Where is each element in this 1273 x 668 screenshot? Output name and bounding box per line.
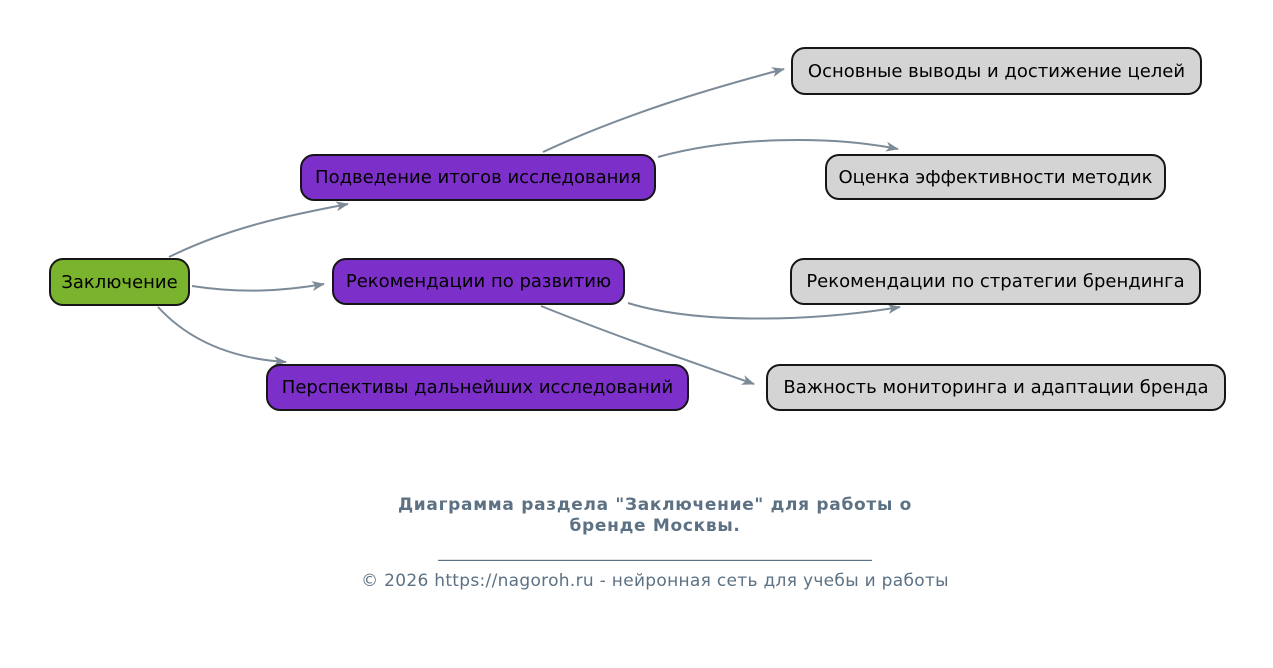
arrow-root-to-summary xyxy=(169,204,348,257)
caption-separator: ___________________________________________________ xyxy=(438,542,872,562)
arrow-root-to-perspectives xyxy=(158,307,286,362)
diagram-caption xyxy=(305,495,1005,591)
node-main-conclusions: Основные выводы и достижение целей xyxy=(791,47,1202,95)
node-future-research: Перспективы дальнейших исследований xyxy=(266,364,689,411)
caption-title-line-2: бренде Москвы. xyxy=(569,516,741,536)
node-development-recommendations: Рекомендации по развитию xyxy=(332,258,625,305)
caption-footer: © 2026 https://nagoroh.ru - нейронная сеть для учебы и работы xyxy=(361,571,949,591)
node-conclusion-root: Заключение xyxy=(49,258,190,306)
arrow-recommendations-to-branding xyxy=(628,303,900,319)
arrow-summary-to-conclusions xyxy=(543,69,784,152)
node-research-summary: Подведение итогов исследования xyxy=(300,154,656,201)
caption-title-line-1: Диаграмма раздела "Заключение" для работы о xyxy=(397,495,913,515)
node-methods-evaluation: Оценка эффективности методик xyxy=(825,154,1166,200)
node-brand-monitoring: Важность мониторинга и адаптации бренда xyxy=(766,364,1226,411)
arrow-root-to-recommendations xyxy=(192,284,324,291)
node-branding-strategy: Рекомендации по стратегии брендинга xyxy=(790,258,1201,305)
